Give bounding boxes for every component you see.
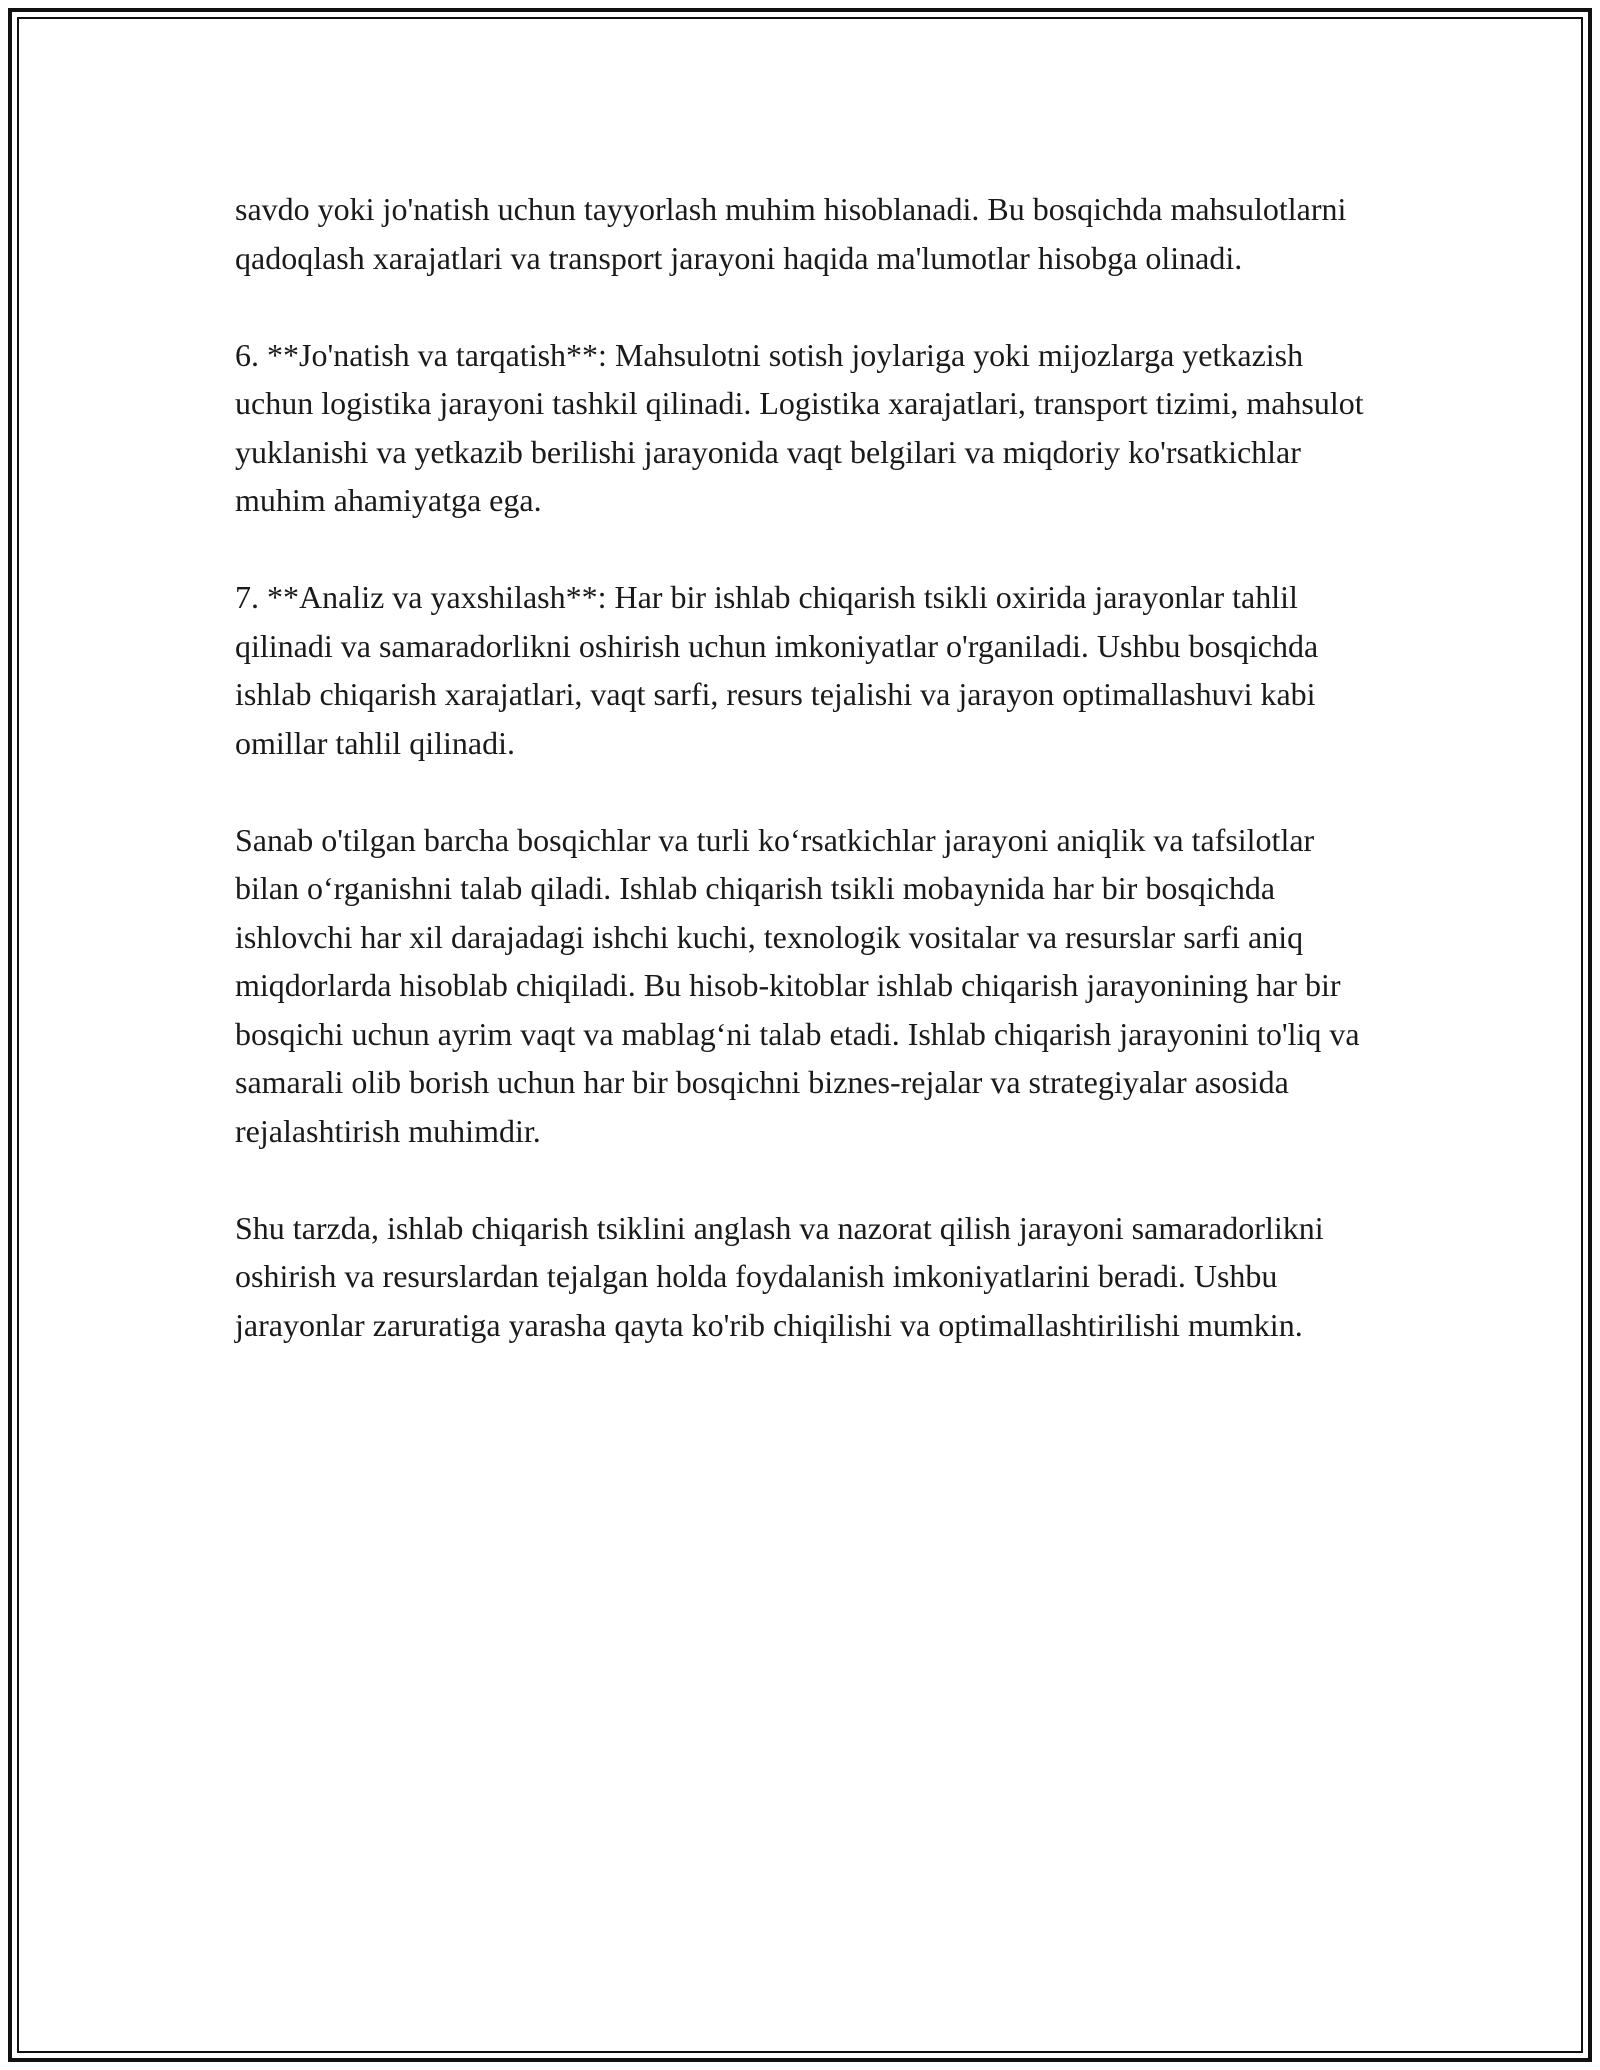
paragraph-stages-summary: Sanab o'tilgan barcha bosqichlar va turli ko‘rsatkichlar jarayoni aniqlik va tafsilotlar bilan o‘rganishni talab qiladi. Ishlab chiqarish tsikli mobaynida har bir bosqichda ishlovchi har xil darajadagi ishchi kuchi, texnologik vositalar va resurslar sarfi aniq miqdorlarda hisoblab chiqiladi. Bu hisob-kitoblar ishlab chiqarish jarayonining har bir bosqichi uchun ayrim vaqt va mablag‘ni talab etadi. Ishlab chiqarish jarayonini to'liq va samarali olib borish uchun har bir bosqichni biznes-rejalar va strategiyalar asosida rejalashtirish muhimdir. <box>235 821 1360 1149</box>
document-body <box>235 185 1375 1398</box>
paragraph-packaging-continuation: savdo yoki jo'natish uchun tayyorlash muhim hisoblanadi. Bu bosqichda mahsulotlarni qadoqlash xarajatlari va transport jarayoni haqida ma'lumotlar hisobga olinadi. <box>235 191 1347 276</box>
paragraph-conclusion: Shu tarzda, ishlab chiqarish tsiklini anglash va nazorat qilish jarayoni samaradorlikni oshirish va resurslardan tejalgan holda foydalanish imkoniyatlarini beradi. Ushbu jarayonlar zaruratiga yarasha qayta ko'rib chiqilishi va optimallashtirilishi mumkin. <box>235 1209 1324 1343</box>
paragraph-shipping-distribution: 6. **Jo'natish va tarqatish**: Mahsulotni sotish joylariga yoki mijozlarga yetkazish uchun logistika jarayoni tashkil qilinadi. Logistika xarajatlari, transport tizimi, mahsulot yuklanishi va yetkazib berilishi jarayonida vaqt belgilari va miqdoriy ko'rsatkichlar muhim ahamiyatga ega. <box>235 336 1364 518</box>
paragraph-analysis-improvement: 7. **Analiz va yaxshilash**: Har bir ishlab chiqarish tsikli oxirida jarayonlar tahlil qilinadi va samaradorlikni oshirish uchun imkoniyatlar o'rganiladi. Ushbu bosqichda ishlab chiqarish xarajatlari, vaqt sarfi, resurs tejalishi va jarayon optimallashuvi kabi omillar tahlil qilinadi. <box>235 579 1319 761</box>
